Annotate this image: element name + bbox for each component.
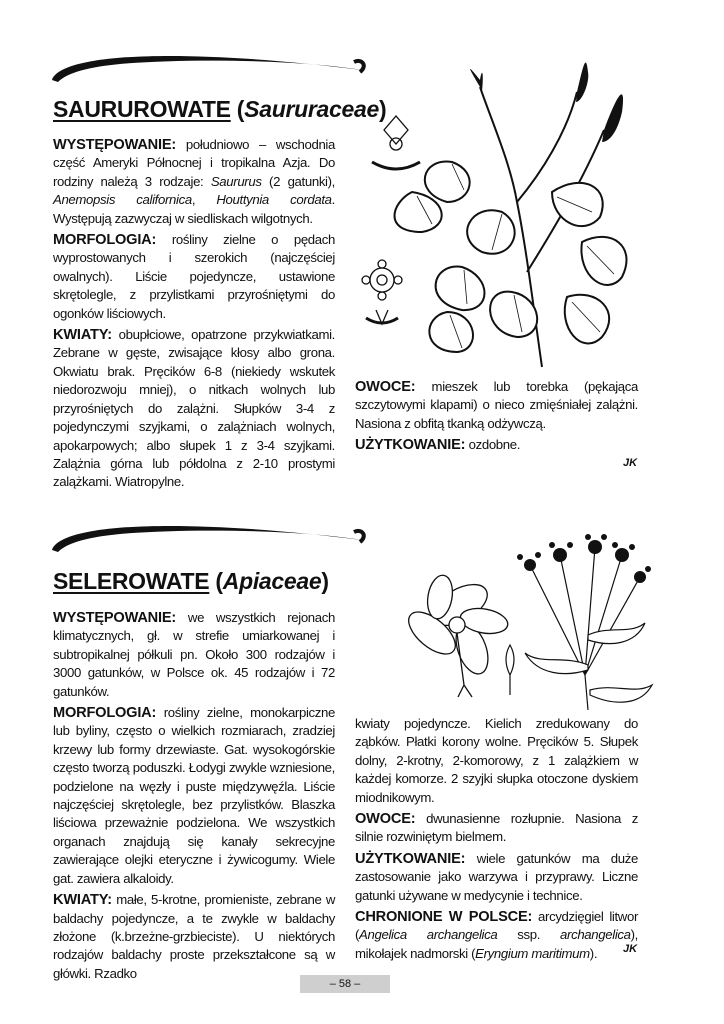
section-title-apiaceae: SELEROWATE (Apiaceae): [53, 568, 329, 594]
page-number: – 58 –: [300, 975, 390, 993]
author-signature: JK: [623, 943, 638, 955]
protected-species-paragraph: CHRONIONE W POLSCE: arcydzięgiel litwor (Angelica archangelica ssp. archangelica), mikołajek nadmorski (Eryngium maritimum).: [355, 909, 638, 961]
flowers-paragraph: KWIATY: małe, 5-krotne, promieniste, zebrane w baldachy pojedyncze, a te zwykle w baldachy złożone (k.brzeżne-grzbieciste). U niektórych rodzajów baldachy proste przekształcone są w główki. Rzadko: [53, 892, 335, 981]
section1-left-column: [53, 136, 335, 495]
section1-right-column: [355, 378, 638, 458]
section2-right-column: [355, 715, 638, 966]
morphology-paragraph: MORFOLOGIA: rośliny zielne, monokarpiczne lub byliny, często o wielkich rozmiarach, zradziej krzewy lub formy drzewiaste. Gat. wysokogórskie często tworzą poduszki. Łodygi zwykle wzniesione, podzielone na węzły i puste międzywęźla. Liście najczęściej skrętolegle, bez przylistków. Blaszka liściowa przeważnie podzielona. We wszystkich organach znajdują się kanały sekrecyjne zawierające olejki eteryczne i żywicogumy. Wiele gat. zawiera alkaloidy.: [53, 705, 335, 886]
section-title-saururaceae: SAURUROWATE (Saururaceae): [53, 96, 387, 122]
occurrence-paragraph: WYSTĘPOWANIE: południowo – wschodnia część Ameryki Północnej i tropikalna Azja. Do rodziny należą 3 rodzaje: Saururus (2 gatunki), Anemopsis californica, Houttynia cordata. Występują zazwyczaj w siedliskach wilgotnych.: [53, 137, 335, 226]
flowers-paragraph-continued: kwiaty pojedyncze. Kielich zredukowany do ząbków. Płatki korony wolne. Pręcików 5. Słupek dolny, 2-krotny, 2-komorowy, z 1 zalążkiem w każdej komorze. 2 szyjki słupka otoczone dyskiem miodnikowym.: [355, 716, 638, 805]
fruits-paragraph: OWOCE: mieszek lub torebka (pękająca szczytowymi klapami) o nieco zmięśniałej zalążni. Nasiona z obfitą tkanką odżywczą.: [355, 379, 638, 431]
usage-paragraph: UŻYTKOWANIE: wiele gatunków ma duże zastosowanie jako warzywa i przyprawy. Liczne gatunki używane w medycynie i technice.: [355, 850, 638, 903]
section2-left-column: [53, 609, 335, 986]
morphology-paragraph: MORFOLOGIA: rośliny zielne o pędach wyprostowanych i szerokich (najczęściej owalnych). Liście pojedyncze, ustawione skrętolegle, z przylistkami przyrośniętymi do ogonków liściowych.: [53, 232, 335, 321]
occurrence-paragraph: WYSTĘPOWANIE: we wszystkich rejonach klimatycznych, gł. w strefie umiarkowanej i subtropikalnej półkuli pn. Około 300 rodzajów i 3000 gatunków, w Polsce ok. 45 rodzajów i 72 gatunków.: [53, 610, 335, 699]
fruits-paragraph: OWOCE: dwunasienne rozłupnie. Nasiona z silnie rozwiniętym bielmem.: [355, 811, 638, 845]
author-signature: JK: [623, 457, 638, 469]
apiaceae-plant-illustration: [360, 525, 660, 710]
saururaceae-plant-illustration: [352, 52, 662, 377]
flowers-paragraph: KWIATY: obupłciowe, opatrzone przykwiatkami. Zebrane w gęste, zwisające kłosy albo grona. Okwiatu brak. Pręcików 6-8 (niekiedy wskutek niedorozwoju mniej), o nitkach wolnych lub przyrośniętych do zalążni. Słupków 3-4 z pojedynczymi szyjkami, o zalążniach wolnych, apokarpowych; albo słupek 1 z 3-4 szyjkami. Zalążnia górna lub półdolna z 2-10 prostymi zalążkami. Wiatropylne.: [53, 327, 335, 490]
usage-paragraph: UŻYTKOWANIE: ozdobne.: [355, 437, 521, 454]
